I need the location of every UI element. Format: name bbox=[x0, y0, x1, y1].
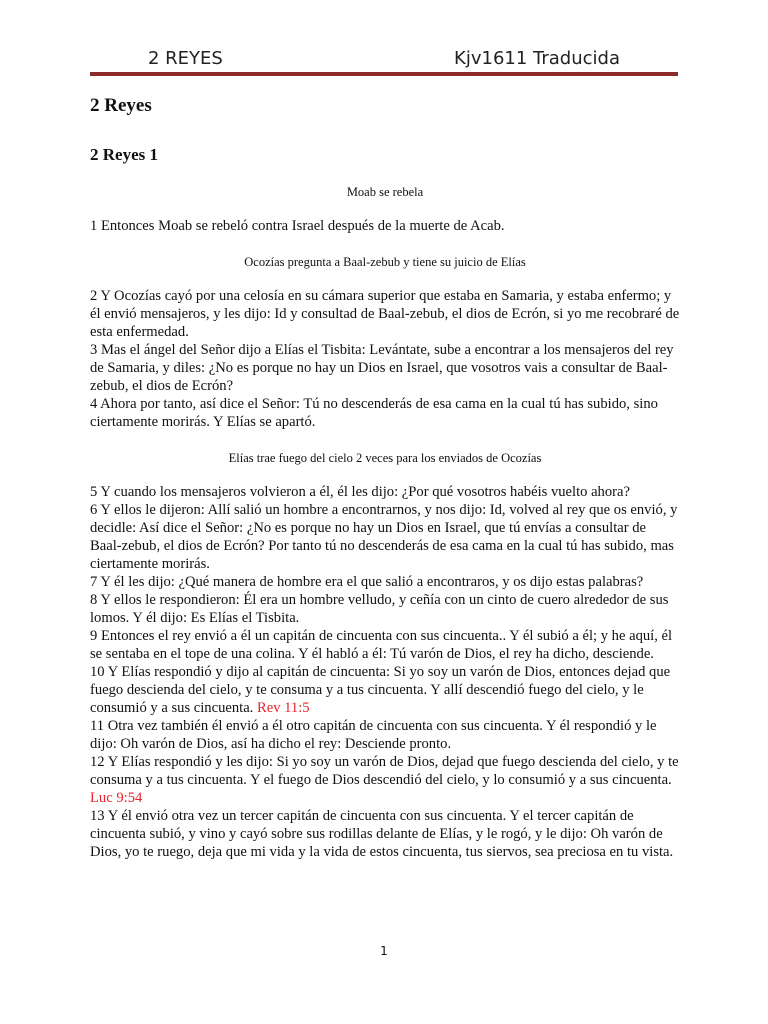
verse: 2 Y Ocozías cayó por una celosía en su cámara superior que estaba en Samaria, y estaba enfermo; y él envió mensajeros, y les dijo: Id y consultad de Baal-zebub, el dios de Ecrón, si yo me recobraré de esta enfermedad. bbox=[90, 288, 680, 340]
chapter-title: 2 Reyes 1 bbox=[90, 145, 158, 164]
header-book-name: 2 REYES bbox=[148, 48, 223, 69]
verse-group bbox=[90, 217, 680, 235]
verse: 4 Ahora por tanto, así dice el Señor: Tú no descenderás de esa cama en la cual tú has subido, sino ciertamente morirás. Y Elías se apartó. bbox=[90, 396, 658, 430]
verse bbox=[90, 663, 680, 717]
verse: 13 Y él envió otra vez un tercer capitán de cincuenta con sus cincuenta. Y el tercer capitán de cincuenta subió, y vino y cayó sobre sus rodillas delante de Elías, y le rogó, y le dijo: Oh varón de Dios, yo te ruego, deja que mi vida y la vida de estos cincuenta, tus siervos, sea preciosa en tu vista. bbox=[90, 808, 674, 860]
page-header bbox=[90, 48, 678, 70]
verse: 3 Mas el ángel del Señor dijo a Elías el Tisbita: Levántate, sube a encontrar a los mensajeros del rey de Samaria, y diles: ¿No es porque no hay un Dios en Israel, que vosotros vais a consultar de Baal-zebub, el dios de Ecrón? bbox=[90, 342, 674, 394]
header-rule bbox=[90, 72, 678, 76]
verse: 8 Y ellos le respondieron: Él era un hombre velludo, y ceñía con un cinto de cuero alrededor de sus lomos. Y él dijo: Es Elías el Tisbita. bbox=[90, 592, 669, 626]
verse-group bbox=[90, 483, 680, 861]
verse: 7 Y él les dijo: ¿Qué manera de hombre era el que salió a encontraros, y os dijo estas palabras? bbox=[90, 574, 644, 590]
section-heading: Ocozías pregunta a Baal-zebub y tiene su juicio de Elías bbox=[244, 255, 526, 269]
page-content bbox=[90, 94, 680, 880]
verse-text: 12 Y Elías respondió y les dijo: Si yo soy un varón de Dios, dejad que fuego descienda del cielo, y te consuma y a tus cincuenta. Y el fuego de Dios descendió del cielo, y lo consumió y a sus cincuenta. bbox=[90, 754, 679, 788]
section-heading: Elías trae fuego del cielo 2 veces para los enviados de Ocozías bbox=[228, 451, 542, 465]
verse: 1 Entonces Moab se rebeló contra Israel después de la muerte de Acab. bbox=[90, 218, 505, 234]
verse: 6 Y ellos le dijeron: Allí salió un hombre a encontrarnos, y nos dijo: Id, volved al rey que os envió, y decidle: Así dice el Señor: ¿No es porque no hay un Dios en Israel, que tú envías a consultar de Baal-zebub, el dios de Ecrón? Por tanto tú no descenderás de esa cama en la cual tú has subido, mas ciertamente morirás. bbox=[90, 502, 678, 572]
verse: 11 Otra vez también él envió a él otro capitán de cincuenta con sus cincuenta. Y él respondió y le dijo: Oh varón de Dios, así ha dicho el rey: Desciende pronto. bbox=[90, 718, 657, 752]
verse: 9 Entonces el rey envió a él un capitán de cincuenta con sus cincuenta.. Y él subió a él; y he aquí, él se sentaba en el tope de una colina. Y él habló a él: Tú varón de Dios, el rey ha dicho, desciende. bbox=[90, 628, 673, 662]
header-version: Kjv1611 Traducida bbox=[454, 48, 620, 69]
verse-group bbox=[90, 287, 680, 431]
verse: 5 Y cuando los mensajeros volvieron a él, él les dijo: ¿Por qué vosotros habéis vuelto ahora? bbox=[90, 484, 630, 500]
section-heading: Moab se rebela bbox=[346, 185, 424, 199]
cross-reference-link[interactable]: Luc 9:54 bbox=[90, 790, 143, 806]
book-title: 2 Reyes bbox=[90, 95, 152, 116]
page-number: 1 bbox=[380, 944, 388, 958]
cross-reference-link[interactable]: Rev 11:5 bbox=[256, 700, 310, 716]
verse-text: 10 Y Elías respondió y dijo al capitán de cincuenta: Si yo soy un varón de Dios, entonces dejad que fuego descienda del cielo, y te consuma y a tus cincuenta. Y allí descendió fuego del cielo, y le consumió y a sus cincuenta. bbox=[90, 664, 671, 716]
verse bbox=[90, 753, 680, 807]
